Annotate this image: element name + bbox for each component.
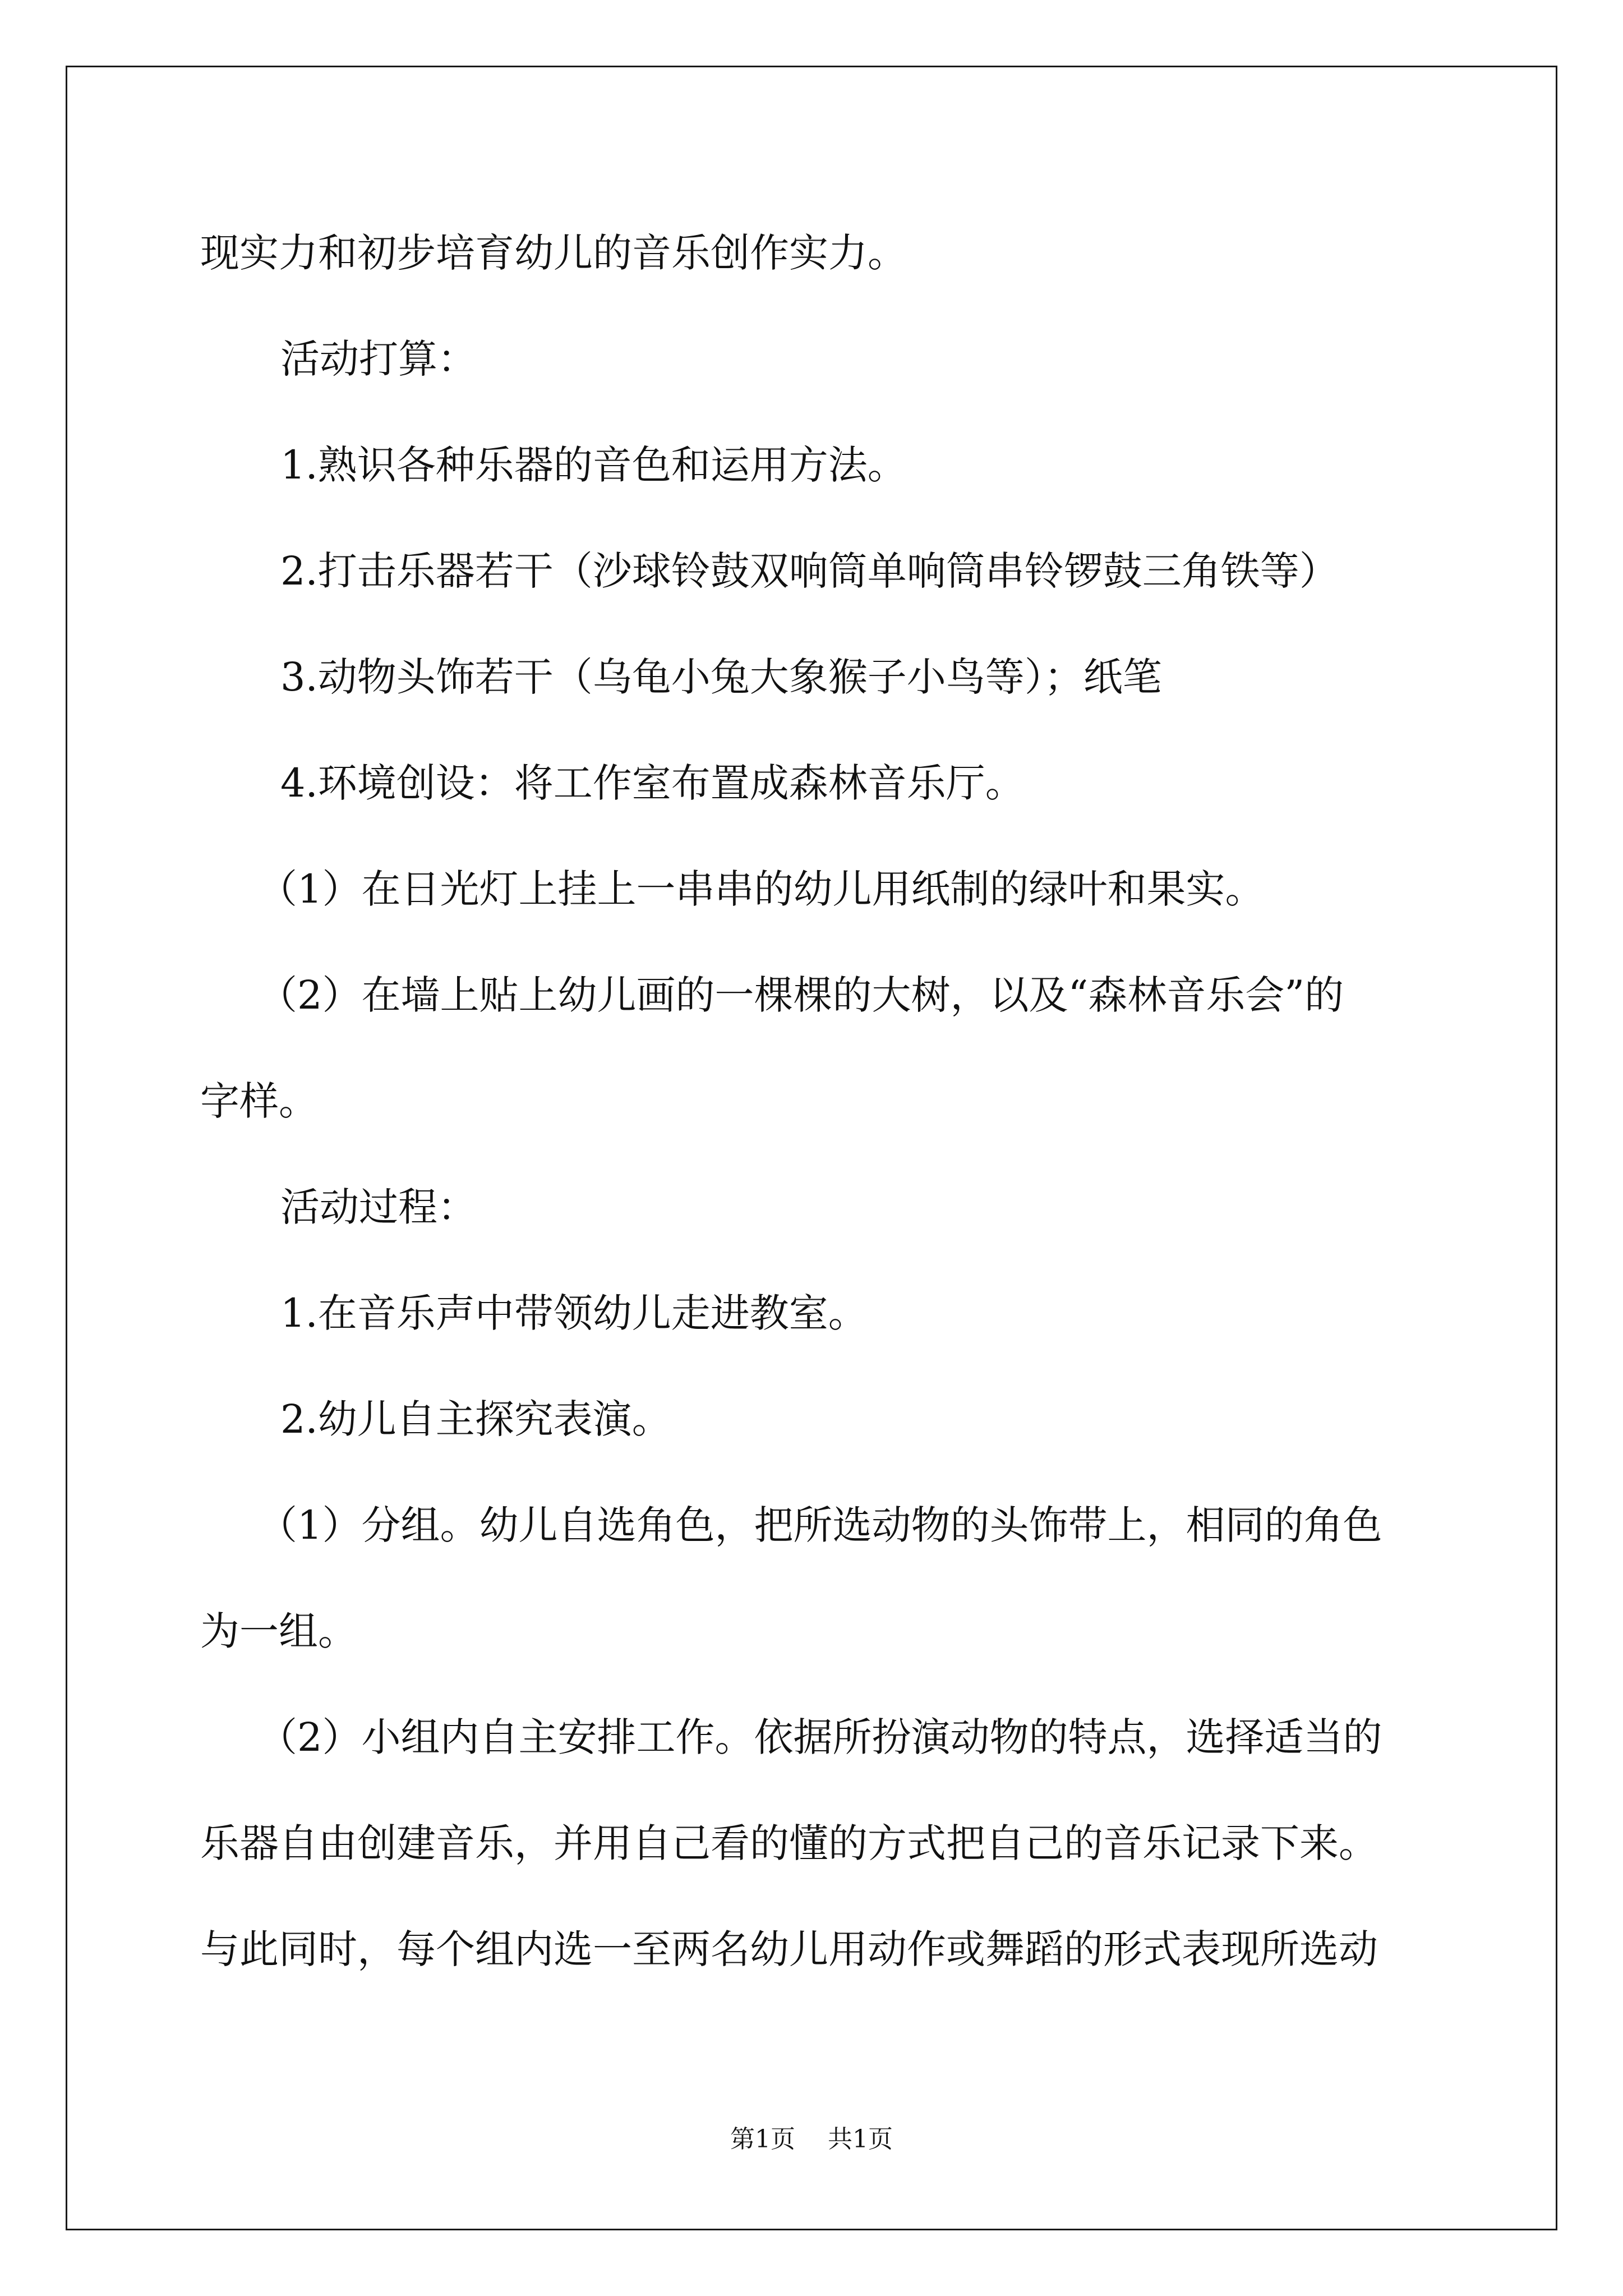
preparation-heading: 活动打算：	[280, 336, 477, 382]
process-item-1: 1.在音乐声中带领幼儿走进教室。	[280, 1290, 868, 1336]
environment-item-2: （2）在墙上贴上幼儿画的一棵棵的大树，以及“森林音乐会”的	[258, 972, 1344, 1018]
performance-step-1-continuation: 为一组。	[200, 1608, 357, 1654]
preparation-item-3: 3.动物头饰若干（乌龟小兔大象猴子小鸟等）；纸笔	[280, 654, 1162, 700]
preparation-item-2: 2.打击乐器若干（沙球铃鼓双响筒单响筒串铃锣鼓三角铁等）	[280, 548, 1339, 594]
performance-step-1: （1）分组。幼儿自选角色，把所选动物的头饰带上，相同的角色	[258, 1502, 1382, 1548]
environment-item-2-continuation: 字样。	[200, 1078, 318, 1124]
page-number: 第1页	[730, 2125, 795, 2154]
performance-step-2-continuation-2: 与此同时，每个组内选一至两名幼儿用动作或舞蹈的形式表现所选动	[200, 1926, 1378, 1972]
carryover-paragraph: 现实力和初步培育幼儿的音乐创作实力。	[200, 230, 907, 276]
process-item-2: 2.幼儿自主探究表演。	[280, 1396, 671, 1442]
environment-item-1: （1）在日光灯上挂上一串串的幼儿用纸制的绿叶和果实。	[258, 866, 1265, 912]
preparation-item-1: 1.熟识各种乐器的音色和运用方法。	[280, 442, 907, 488]
page-footer	[0, 2123, 1623, 2156]
performance-step-2-continuation-1: 乐器自由创建音乐，并用自己看的懂的方式把自己的音乐记录下来。	[200, 1820, 1378, 1866]
document-body	[200, 200, 1456, 2003]
page-total: 共1页	[828, 2125, 893, 2154]
process-heading: 活动过程：	[280, 1184, 477, 1230]
performance-step-2: （2）小组内自主安排工作。依据所扮演动物的特点，选择适当的	[258, 1714, 1382, 1760]
preparation-item-4: 4.环境创设：将工作室布置成森林音乐厅。	[280, 760, 1025, 806]
